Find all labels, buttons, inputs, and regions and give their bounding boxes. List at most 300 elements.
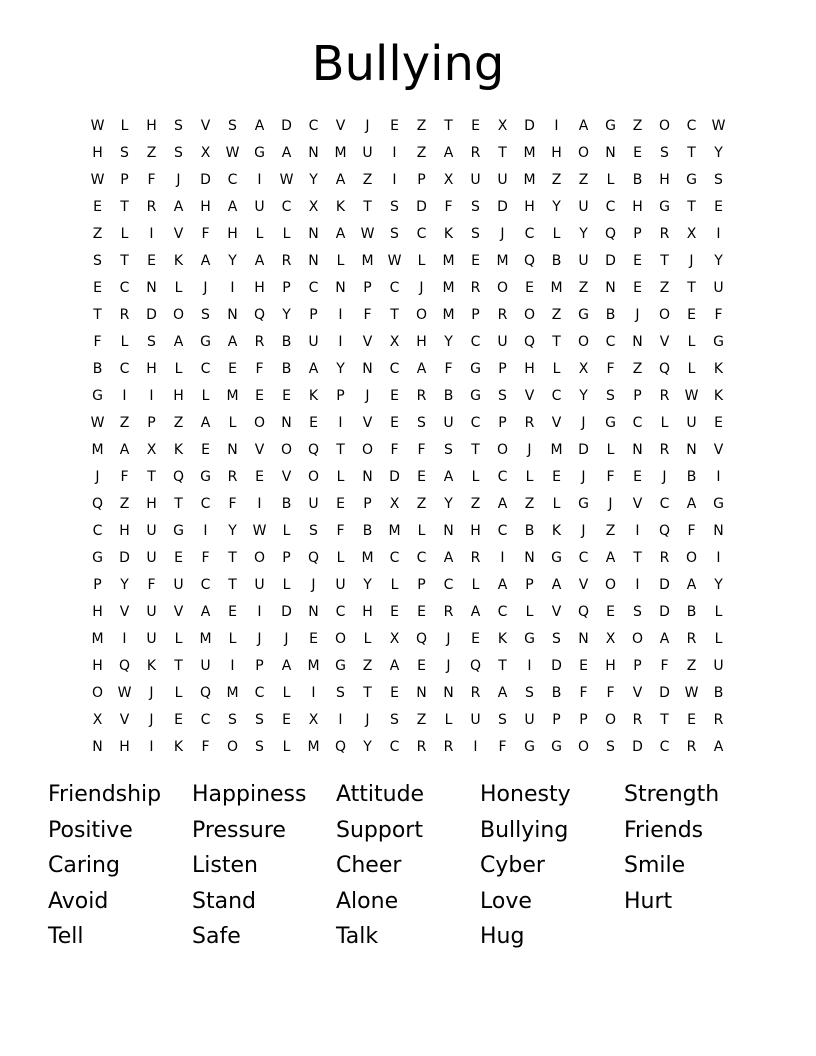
grid-letter[interactable]: E	[336, 495, 345, 512]
grid-letter[interactable]: H	[146, 360, 157, 377]
grid-letter[interactable]: I	[500, 549, 505, 566]
grid-letter[interactable]: V	[551, 414, 562, 431]
grid-letter[interactable]: V	[200, 117, 211, 134]
grid-letter[interactable]: Y	[228, 522, 237, 539]
grid-letter[interactable]: I	[554, 117, 559, 134]
grid-letter[interactable]: J	[662, 468, 667, 485]
grid-letter[interactable]: C	[335, 603, 346, 620]
grid-letter[interactable]: U	[686, 414, 697, 431]
grid-letter[interactable]: R	[119, 306, 130, 323]
grid-letter[interactable]: U	[254, 576, 265, 593]
grid-letter[interactable]: F	[606, 684, 615, 701]
grid-letter[interactable]: N	[416, 684, 427, 701]
grid-letter[interactable]: R	[659, 549, 670, 566]
grid-letter[interactable]: P	[147, 414, 156, 431]
grid-letter[interactable]: G	[524, 738, 535, 755]
grid-letter[interactable]: C	[497, 522, 508, 539]
grid-letter[interactable]: G	[470, 360, 481, 377]
grid-letter[interactable]: T	[687, 279, 696, 296]
grid-letter[interactable]: J	[95, 468, 100, 485]
grid-letter[interactable]: F	[714, 306, 723, 323]
grid-letter[interactable]: C	[389, 738, 400, 755]
grid-letter[interactable]: N	[605, 279, 616, 296]
grid-letter[interactable]: U	[524, 711, 535, 728]
grid-letter[interactable]: O	[361, 441, 374, 458]
grid-letter[interactable]: O	[523, 306, 536, 323]
grid-letter[interactable]: O	[496, 441, 509, 458]
grid-letter[interactable]: L	[444, 711, 453, 728]
grid-letter[interactable]: F	[444, 360, 453, 377]
grid-letter[interactable]: I	[338, 306, 343, 323]
grid-letter[interactable]: J	[689, 252, 694, 269]
grid-letter[interactable]: A	[335, 225, 346, 242]
grid-letter[interactable]: Z	[578, 171, 589, 188]
grid-letter[interactable]: S	[444, 441, 453, 458]
grid-letter[interactable]: F	[147, 171, 156, 188]
grid-letter[interactable]: E	[714, 414, 723, 431]
grid-letter[interactable]: H	[92, 603, 103, 620]
grid-letter[interactable]: L	[417, 252, 426, 269]
grid-letter[interactable]: J	[365, 387, 370, 404]
grid-letter[interactable]: H	[605, 657, 616, 674]
grid-letter[interactable]: E	[174, 549, 183, 566]
grid-letter[interactable]: P	[552, 711, 561, 728]
grid-letter[interactable]: C	[200, 576, 211, 593]
grid-letter[interactable]: Z	[551, 306, 562, 323]
grid-letter[interactable]: Z	[686, 657, 697, 674]
grid-letter[interactable]: Y	[714, 144, 723, 161]
grid-letter[interactable]: U	[173, 576, 184, 593]
grid-letter[interactable]: J	[446, 630, 451, 647]
grid-letter[interactable]: X	[389, 630, 400, 647]
grid-letter[interactable]: V	[362, 333, 373, 350]
grid-letter[interactable]: M	[199, 630, 212, 647]
grid-letter[interactable]: C	[119, 279, 130, 296]
grid-letter[interactable]: F	[336, 522, 345, 539]
grid-letter[interactable]: Z	[632, 360, 643, 377]
grid-letter[interactable]: L	[120, 333, 129, 350]
grid-letter[interactable]: A	[497, 576, 508, 593]
grid-letter[interactable]: E	[417, 657, 426, 674]
grid-letter[interactable]: A	[173, 198, 184, 215]
grid-letter[interactable]: L	[120, 225, 129, 242]
grid-letter[interactable]: G	[173, 522, 184, 539]
grid-letter[interactable]: P	[282, 279, 291, 296]
grid-letter[interactable]: N	[362, 360, 373, 377]
grid-letter[interactable]: A	[416, 360, 427, 377]
grid-letter[interactable]: N	[362, 468, 373, 485]
grid-letter[interactable]: T	[174, 657, 183, 674]
grid-letter[interactable]: T	[687, 198, 696, 215]
grid-letter[interactable]: Q	[469, 657, 482, 674]
grid-letter[interactable]: T	[552, 333, 561, 350]
grid-letter[interactable]: N	[227, 306, 238, 323]
grid-letter[interactable]: B	[605, 306, 616, 323]
grid-letter[interactable]: R	[281, 252, 292, 269]
grid-letter[interactable]: P	[471, 306, 480, 323]
grid-letter[interactable]: J	[365, 711, 370, 728]
grid-letter[interactable]: L	[174, 684, 183, 701]
grid-letter[interactable]: G	[551, 549, 562, 566]
grid-letter[interactable]: N	[308, 252, 319, 269]
grid-letter[interactable]: P	[633, 387, 642, 404]
grid-letter[interactable]: Z	[416, 711, 427, 728]
grid-letter[interactable]: R	[713, 711, 724, 728]
grid-letter[interactable]: F	[201, 225, 210, 242]
grid-letter[interactable]: V	[362, 414, 373, 431]
grid-letter[interactable]: A	[173, 333, 184, 350]
grid-letter[interactable]: Y	[120, 576, 129, 593]
grid-letter[interactable]: S	[93, 252, 102, 269]
grid-letter[interactable]: C	[389, 360, 400, 377]
grid-letter[interactable]: G	[470, 387, 481, 404]
grid-letter[interactable]: V	[524, 387, 535, 404]
grid-letter[interactable]: R	[416, 387, 427, 404]
grid-letter[interactable]: J	[149, 711, 154, 728]
grid-letter[interactable]: E	[390, 117, 399, 134]
grid-letter[interactable]: F	[363, 306, 372, 323]
grid-letter[interactable]: S	[552, 630, 561, 647]
grid-letter[interactable]: K	[713, 360, 724, 377]
grid-letter[interactable]: L	[228, 414, 237, 431]
grid-letter[interactable]: R	[632, 711, 643, 728]
grid-letter[interactable]: G	[605, 414, 616, 431]
grid-letter[interactable]: I	[716, 225, 721, 242]
grid-letter[interactable]: Q	[658, 522, 671, 539]
grid-letter[interactable]: C	[92, 522, 103, 539]
grid-letter[interactable]: K	[173, 252, 184, 269]
grid-letter[interactable]: L	[552, 360, 561, 377]
grid-letter[interactable]: O	[334, 630, 347, 647]
grid-letter[interactable]: R	[146, 198, 157, 215]
grid-letter[interactable]: N	[281, 414, 292, 431]
grid-letter[interactable]: N	[146, 279, 157, 296]
grid-letter[interactable]: E	[93, 279, 102, 296]
grid-letter[interactable]: F	[255, 360, 264, 377]
grid-letter[interactable]: I	[149, 738, 154, 755]
grid-letter[interactable]: B	[362, 522, 373, 539]
grid-letter[interactable]: S	[498, 711, 507, 728]
grid-letter[interactable]: B	[281, 333, 292, 350]
grid-letter[interactable]: B	[443, 387, 454, 404]
grid-letter[interactable]: D	[281, 117, 292, 134]
grid-letter[interactable]: L	[201, 387, 210, 404]
grid-letter[interactable]: L	[606, 441, 615, 458]
grid-letter[interactable]: O	[577, 738, 590, 755]
grid-letter[interactable]: H	[362, 603, 373, 620]
grid-letter[interactable]: L	[714, 630, 723, 647]
grid-letter[interactable]: M	[550, 279, 563, 296]
grid-letter[interactable]: F	[444, 198, 453, 215]
grid-letter[interactable]: S	[255, 738, 264, 755]
grid-letter[interactable]: E	[93, 198, 102, 215]
grid-letter[interactable]: E	[471, 630, 480, 647]
grid-letter[interactable]: R	[470, 549, 481, 566]
grid-letter[interactable]: V	[713, 441, 724, 458]
grid-letter[interactable]: E	[255, 387, 264, 404]
grid-letter[interactable]: A	[200, 603, 211, 620]
grid-letter[interactable]: J	[500, 225, 505, 242]
grid-letter[interactable]: P	[498, 414, 507, 431]
grid-letter[interactable]: B	[632, 171, 643, 188]
grid-letter[interactable]: F	[579, 684, 588, 701]
grid-letter[interactable]: F	[390, 441, 399, 458]
grid-letter[interactable]: W	[90, 117, 105, 134]
grid-letter[interactable]: T	[120, 198, 129, 215]
grid-letter[interactable]: X	[686, 225, 697, 242]
grid-letter[interactable]: O	[172, 306, 185, 323]
grid-letter[interactable]: R	[470, 279, 481, 296]
grid-letter[interactable]: C	[578, 549, 589, 566]
grid-letter[interactable]: E	[309, 414, 318, 431]
grid-letter[interactable]: S	[660, 144, 669, 161]
grid-letter[interactable]: V	[632, 684, 643, 701]
grid-letter[interactable]: Z	[659, 279, 670, 296]
grid-letter[interactable]: T	[498, 657, 507, 674]
grid-letter[interactable]: A	[335, 171, 346, 188]
grid-letter[interactable]: E	[687, 711, 696, 728]
grid-letter[interactable]: G	[200, 468, 211, 485]
grid-letter[interactable]: V	[578, 576, 589, 593]
grid-letter[interactable]: Y	[363, 576, 372, 593]
grid-letter[interactable]: V	[119, 711, 130, 728]
grid-letter[interactable]: P	[363, 495, 372, 512]
grid-letter[interactable]: I	[392, 144, 397, 161]
grid-letter[interactable]: J	[419, 279, 424, 296]
grid-letter[interactable]: Z	[470, 495, 481, 512]
grid-letter[interactable]: U	[443, 414, 454, 431]
grid-letter[interactable]: P	[120, 171, 129, 188]
grid-letter[interactable]: V	[632, 495, 643, 512]
grid-letter[interactable]: Z	[578, 279, 589, 296]
grid-letter[interactable]: E	[255, 468, 264, 485]
grid-letter[interactable]: J	[365, 117, 370, 134]
grid-letter[interactable]: W	[90, 414, 105, 431]
grid-letter[interactable]: X	[92, 711, 103, 728]
grid-letter[interactable]: T	[363, 684, 372, 701]
grid-letter[interactable]: T	[228, 549, 237, 566]
grid-letter[interactable]: E	[525, 279, 534, 296]
grid-letter[interactable]: T	[444, 117, 453, 134]
grid-letter[interactable]: G	[200, 333, 211, 350]
grid-letter[interactable]: J	[608, 495, 613, 512]
grid-letter[interactable]: B	[713, 684, 724, 701]
grid-letter[interactable]: I	[716, 549, 721, 566]
grid-letter[interactable]: I	[338, 333, 343, 350]
grid-letter[interactable]: G	[92, 549, 103, 566]
grid-letter[interactable]: U	[713, 657, 724, 674]
grid-letter[interactable]: O	[91, 684, 104, 701]
grid-letter[interactable]: Z	[146, 144, 157, 161]
grid-letter[interactable]: M	[388, 522, 401, 539]
grid-letter[interactable]: W	[684, 684, 699, 701]
grid-letter[interactable]: E	[174, 711, 183, 728]
grid-letter[interactable]: Q	[415, 630, 428, 647]
grid-letter[interactable]: O	[307, 468, 320, 485]
grid-letter[interactable]: N	[632, 441, 643, 458]
grid-letter[interactable]: L	[336, 549, 345, 566]
grid-letter[interactable]: F	[687, 522, 696, 539]
grid-letter[interactable]: P	[417, 576, 426, 593]
grid-letter[interactable]: O	[253, 549, 266, 566]
grid-letter[interactable]: A	[686, 576, 697, 593]
grid-letter[interactable]: K	[146, 657, 157, 674]
grid-letter[interactable]: R	[659, 441, 670, 458]
grid-letter[interactable]: H	[632, 198, 643, 215]
grid-letter[interactable]: L	[363, 630, 372, 647]
grid-letter[interactable]: I	[149, 225, 154, 242]
grid-letter[interactable]: Z	[551, 171, 562, 188]
grid-letter[interactable]: B	[551, 252, 562, 269]
grid-letter[interactable]: T	[660, 711, 669, 728]
grid-letter[interactable]: X	[308, 711, 319, 728]
grid-letter[interactable]: Q	[307, 441, 320, 458]
grid-letter[interactable]: C	[497, 603, 508, 620]
grid-letter[interactable]: P	[633, 225, 642, 242]
grid-letter[interactable]: K	[308, 387, 319, 404]
grid-letter[interactable]: L	[471, 576, 480, 593]
grid-letter[interactable]: C	[389, 549, 400, 566]
grid-letter[interactable]: B	[686, 603, 697, 620]
grid-letter[interactable]: Q	[118, 657, 131, 674]
grid-letter[interactable]: S	[714, 171, 723, 188]
grid-letter[interactable]: W	[387, 252, 402, 269]
grid-letter[interactable]: A	[443, 468, 454, 485]
grid-letter[interactable]: I	[716, 468, 721, 485]
grid-letter[interactable]: R	[443, 738, 454, 755]
grid-letter[interactable]: Y	[228, 252, 237, 269]
grid-letter[interactable]: H	[551, 144, 562, 161]
grid-letter[interactable]: L	[282, 225, 291, 242]
grid-letter[interactable]: W	[684, 387, 699, 404]
grid-letter[interactable]: N	[632, 333, 643, 350]
grid-letter[interactable]: Z	[524, 495, 535, 512]
grid-letter[interactable]: B	[551, 684, 562, 701]
grid-letter[interactable]: U	[578, 198, 589, 215]
grid-letter[interactable]: R	[524, 414, 535, 431]
grid-letter[interactable]: S	[228, 117, 237, 134]
grid-letter[interactable]: O	[496, 279, 509, 296]
grid-letter[interactable]: L	[417, 522, 426, 539]
grid-letter[interactable]: Y	[579, 387, 588, 404]
grid-letter[interactable]: L	[390, 576, 399, 593]
grid-letter[interactable]: P	[282, 549, 291, 566]
grid-letter[interactable]: J	[203, 279, 208, 296]
grid-letter[interactable]: J	[581, 522, 586, 539]
grid-letter[interactable]: J	[311, 576, 316, 593]
grid-letter[interactable]: U	[146, 630, 157, 647]
grid-letter[interactable]: Z	[173, 414, 184, 431]
grid-letter[interactable]: F	[417, 441, 426, 458]
grid-letter[interactable]: E	[633, 468, 642, 485]
grid-letter[interactable]: W	[360, 225, 375, 242]
grid-letter[interactable]: Q	[307, 549, 320, 566]
grid-letter[interactable]: U	[470, 171, 481, 188]
grid-letter[interactable]: I	[311, 684, 316, 701]
grid-letter[interactable]: M	[442, 279, 455, 296]
grid-letter[interactable]: T	[390, 306, 399, 323]
grid-letter[interactable]: D	[281, 603, 292, 620]
grid-letter[interactable]: E	[687, 306, 696, 323]
grid-letter[interactable]: G	[713, 333, 724, 350]
grid-letter[interactable]: K	[497, 630, 508, 647]
grid-letter[interactable]: A	[443, 144, 454, 161]
grid-letter[interactable]: A	[713, 738, 724, 755]
grid-letter[interactable]: I	[257, 171, 262, 188]
grid-letter[interactable]: E	[471, 117, 480, 134]
grid-letter[interactable]: A	[227, 333, 238, 350]
grid-letter[interactable]: T	[228, 576, 237, 593]
grid-letter[interactable]: C	[308, 279, 319, 296]
grid-letter[interactable]: L	[255, 225, 264, 242]
grid-letter[interactable]: S	[120, 144, 129, 161]
grid-letter[interactable]: W	[279, 171, 294, 188]
grid-letter[interactable]: C	[470, 333, 481, 350]
grid-letter[interactable]: R	[497, 306, 508, 323]
grid-letter[interactable]: D	[416, 198, 427, 215]
grid-letter[interactable]: W	[711, 117, 726, 134]
grid-letter[interactable]: A	[200, 252, 211, 269]
grid-letter[interactable]: V	[173, 225, 184, 242]
grid-letter[interactable]: O	[604, 711, 617, 728]
grid-letter[interactable]: C	[605, 333, 616, 350]
grid-letter[interactable]: Q	[199, 684, 212, 701]
grid-letter[interactable]: Y	[444, 495, 453, 512]
grid-letter[interactable]: L	[174, 360, 183, 377]
grid-letter[interactable]: L	[120, 117, 129, 134]
grid-letter[interactable]: I	[473, 738, 478, 755]
grid-letter[interactable]: A	[443, 549, 454, 566]
grid-letter[interactable]: S	[174, 117, 183, 134]
grid-letter[interactable]: T	[336, 441, 345, 458]
grid-letter[interactable]: A	[659, 630, 670, 647]
grid-letter[interactable]: U	[254, 198, 265, 215]
grid-letter[interactable]: G	[659, 198, 670, 215]
grid-letter[interactable]: P	[417, 171, 426, 188]
grid-letter[interactable]: Q	[91, 495, 104, 512]
grid-letter[interactable]: W	[225, 144, 240, 161]
grid-letter[interactable]: D	[632, 738, 643, 755]
grid-letter[interactable]: D	[551, 657, 562, 674]
grid-letter[interactable]: L	[282, 684, 291, 701]
grid-letter[interactable]: W	[90, 171, 105, 188]
grid-letter[interactable]: E	[417, 603, 426, 620]
grid-letter[interactable]: X	[443, 171, 454, 188]
grid-letter[interactable]: Q	[577, 603, 590, 620]
grid-letter[interactable]: M	[334, 144, 347, 161]
grid-letter[interactable]: J	[527, 441, 532, 458]
grid-letter[interactable]: C	[200, 360, 211, 377]
grid-letter[interactable]: N	[443, 684, 454, 701]
grid-letter[interactable]: U	[200, 657, 211, 674]
grid-letter[interactable]: F	[120, 468, 129, 485]
grid-letter[interactable]: I	[338, 414, 343, 431]
grid-letter[interactable]: M	[226, 684, 239, 701]
grid-letter[interactable]: T	[363, 198, 372, 215]
grid-letter[interactable]: J	[284, 630, 289, 647]
grid-letter[interactable]: I	[257, 495, 262, 512]
grid-letter[interactable]: Z	[119, 495, 130, 512]
grid-letter[interactable]: S	[525, 684, 534, 701]
grid-letter[interactable]: I	[230, 279, 235, 296]
grid-letter[interactable]: H	[200, 198, 211, 215]
grid-letter[interactable]: G	[254, 144, 265, 161]
grid-letter[interactable]: P	[525, 576, 534, 593]
grid-letter[interactable]: V	[173, 603, 184, 620]
grid-letter[interactable]: I	[338, 711, 343, 728]
grid-letter[interactable]: U	[146, 522, 157, 539]
grid-letter[interactable]: H	[659, 171, 670, 188]
